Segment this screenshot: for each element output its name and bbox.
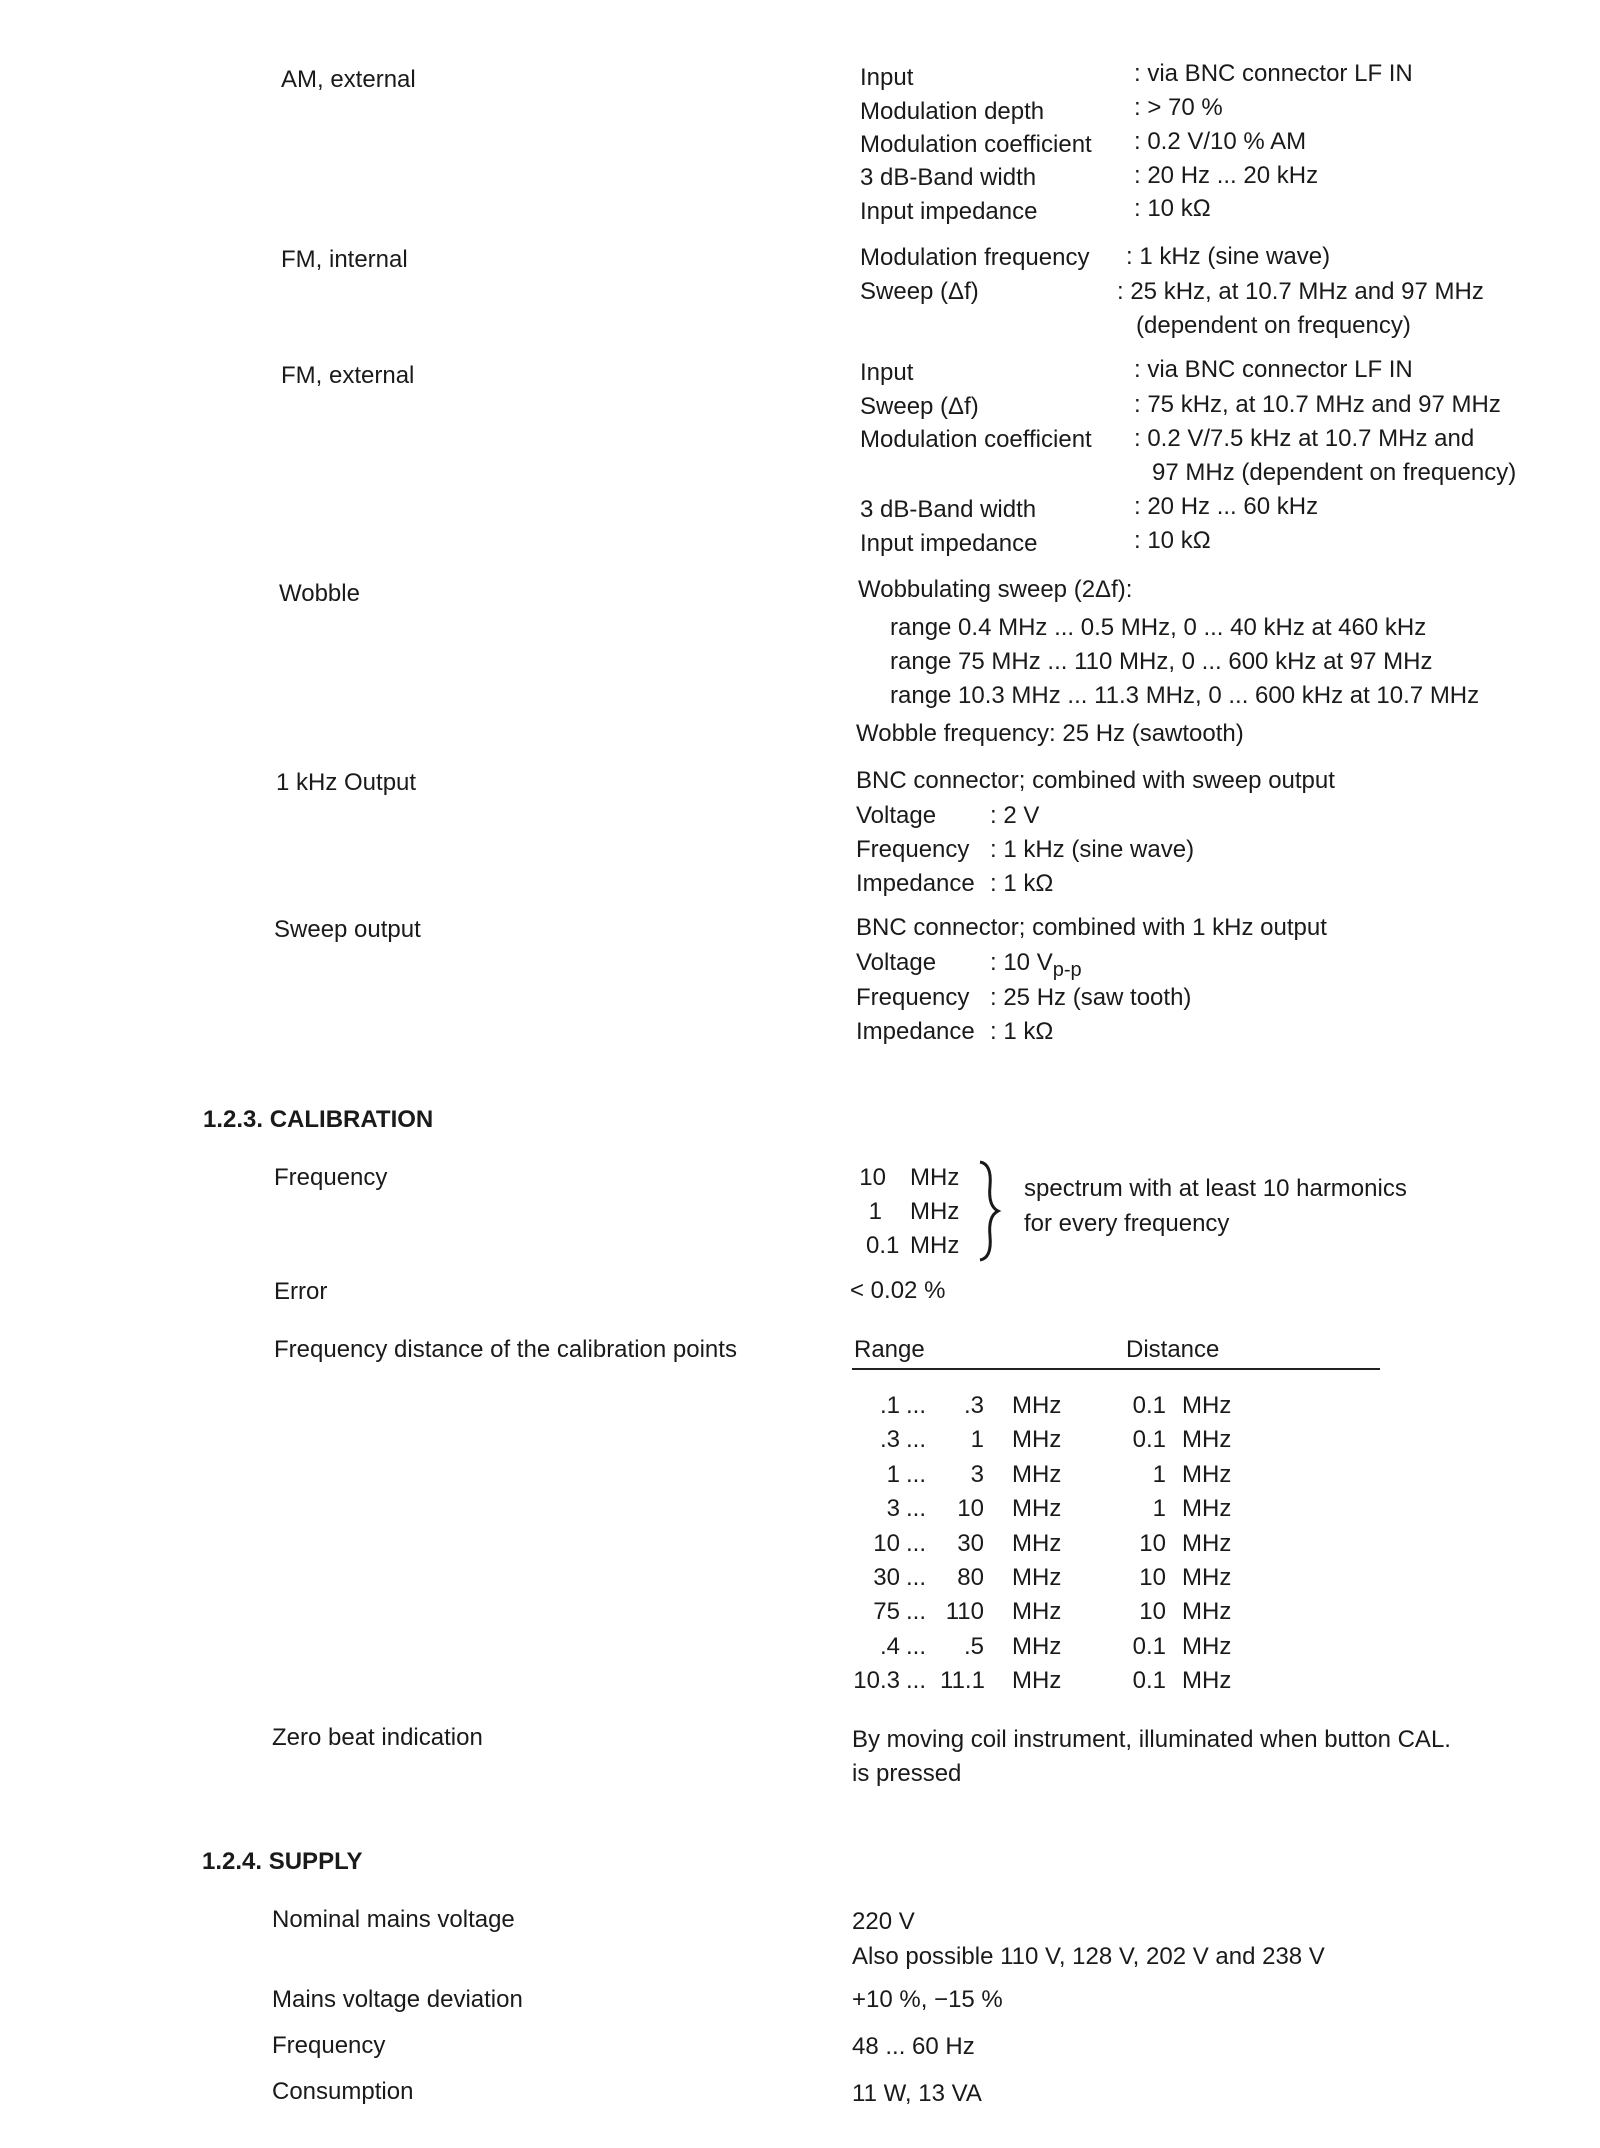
- table-cell-sep: ...: [906, 1633, 927, 1660]
- sweep-voltage-key: Voltage: [856, 949, 937, 976]
- zero-beat-value-1: By moving coil instrument, illuminated when button CAL.: [852, 1726, 1451, 1753]
- table-cell-dunit: MHz: [1182, 1598, 1232, 1625]
- table-cell-sep: ...: [906, 1667, 927, 1694]
- table-cell-unit: MHz: [1012, 1667, 1062, 1694]
- am-input-value: : via BNC connector LF IN: [1134, 60, 1413, 87]
- table-cell-dist: 10: [1139, 1564, 1166, 1591]
- am-depth-key: Modulation depth: [860, 98, 1045, 125]
- table-cell-unit: MHz: [1012, 1495, 1062, 1522]
- wobble-range-3: range 10.3 MHz ... 11.3 MHz, 0 ... 600 kHz at 10.7 MHz: [890, 682, 1480, 709]
- table-cell-sep: ...: [906, 1392, 927, 1419]
- table-cell-sep: ...: [906, 1426, 927, 1453]
- zero-beat-value-2: is pressed: [852, 1760, 962, 1787]
- khz-impedance-value: : 1 kΩ: [990, 870, 1054, 897]
- table-cell-dist: 0.1: [1132, 1426, 1166, 1453]
- table-cell-to: 11.1: [940, 1667, 985, 1694]
- table-cell-dist: 1: [1152, 1461, 1166, 1488]
- table-cell-dist: 0.1: [1132, 1633, 1166, 1660]
- wobble-intro: Wobbulating sweep (2Δf):: [858, 576, 1133, 603]
- cal-table-header-range: Range: [854, 1336, 925, 1363]
- cal-freq-num-1: 10: [859, 1164, 886, 1191]
- supply-nominal-label: Nominal mains voltage: [272, 1906, 515, 1933]
- fm-ext-input-value: : via BNC connector LF IN: [1134, 356, 1413, 383]
- table-cell-to: .3: [963, 1392, 984, 1419]
- supply-consumption-label: Consumption: [272, 2078, 414, 2105]
- table-cell-dunit: MHz: [1182, 1495, 1232, 1522]
- fm-ext-bw-key: 3 dB-Band width: [860, 496, 1037, 523]
- sweep-output-intro: BNC connector; combined with 1 kHz output: [856, 914, 1327, 941]
- fm-int-sweep-key: Sweep (Δf): [860, 278, 979, 305]
- table-cell-dunit: MHz: [1182, 1564, 1232, 1591]
- table-cell-sep: ...: [906, 1598, 927, 1625]
- fm-int-sweep-value: : 25 kHz, at 10.7 MHz and 97 MHz: [1117, 278, 1484, 305]
- fm-int-note: (dependent on frequency): [1136, 312, 1411, 339]
- table-cell-to: .5: [963, 1633, 984, 1660]
- am-coef-key: Modulation coefficient: [860, 131, 1092, 158]
- fm-ext-sweep-key: Sweep (Δf): [860, 393, 979, 420]
- cal-spectrum-note-1: spectrum with at least 10 harmonics: [1024, 1175, 1407, 1202]
- am-imp-key: Input impedance: [860, 198, 1038, 225]
- fm-ext-coef-cont: 97 MHz (dependent on frequency): [1152, 459, 1517, 486]
- fm-ext-imp-key: Input impedance: [860, 530, 1038, 557]
- wobble-label: Wobble: [279, 580, 360, 607]
- table-cell-from: .3: [879, 1426, 900, 1453]
- supply-frequency-value: 48 ... 60 Hz: [852, 2033, 975, 2060]
- table-cell-unit: MHz: [1012, 1564, 1062, 1591]
- wobble-range-1: range 0.4 MHz ... 0.5 MHz, 0 ... 40 kHz at 460 kHz: [890, 614, 1427, 641]
- cal-spectrum-note-2: for every frequency: [1024, 1210, 1230, 1237]
- table-cell-from: .1: [879, 1392, 900, 1419]
- table-cell-dist: 10: [1139, 1530, 1166, 1557]
- fm-int-modfreq-value: : 1 kHz (sine wave): [1126, 243, 1331, 270]
- table-cell-dunit: MHz: [1182, 1392, 1232, 1419]
- cal-freq-num-2: 1: [868, 1198, 882, 1225]
- table-cell-unit: MHz: [1012, 1598, 1062, 1625]
- table-cell-sep: ...: [906, 1530, 927, 1557]
- table-cell-sep: ...: [906, 1564, 927, 1591]
- fm-ext-coef-value: : 0.2 V/7.5 kHz at 10.7 MHz and: [1134, 425, 1475, 452]
- table-cell-dunit: MHz: [1182, 1667, 1232, 1694]
- fm-ext-input-key: Input: [860, 359, 914, 386]
- table-cell-to: 10: [957, 1495, 984, 1522]
- table-cell-from: 30: [873, 1564, 900, 1591]
- calibration-heading: 1.2.3. CALIBRATION: [203, 1106, 434, 1133]
- table-cell-dist: 10: [1139, 1598, 1166, 1625]
- fm-external-label: FM, external: [281, 362, 415, 389]
- am-coef-value: : 0.2 V/10 % AM: [1134, 128, 1307, 155]
- fm-int-modfreq-key: Modulation frequency: [860, 244, 1090, 271]
- sweep-impedance-key: Impedance: [856, 1018, 975, 1045]
- cal-frequency-label: Frequency: [274, 1164, 388, 1191]
- khz-output-intro: BNC connector; combined with sweep output: [856, 767, 1335, 794]
- fm-internal-label: FM, internal: [281, 246, 408, 273]
- am-input-key: Input: [860, 64, 914, 91]
- sweep-voltage-value: : 10 $V_{p-p}$: [990, 949, 1082, 981]
- khz-voltage-key: Voltage: [856, 802, 937, 829]
- table-cell-sep: ...: [906, 1495, 927, 1522]
- table-cell-from: 10: [873, 1530, 900, 1557]
- fm-ext-bw-value: : 20 Hz ... 60 kHz: [1134, 493, 1319, 520]
- am-imp-value: : 10 kΩ: [1134, 195, 1211, 222]
- sweep-output-label: Sweep output: [274, 916, 421, 943]
- supply-nominal-value: 220 V: [852, 1908, 915, 1935]
- table-cell-to: 110: [945, 1598, 984, 1625]
- supply-also-possible: Also possible 110 V, 128 V, 202 V and 238 V: [852, 1943, 1325, 1970]
- wobble-frequency: Wobble frequency: 25 Hz (sawtooth): [856, 720, 1244, 747]
- supply-deviation-value: +10 %, −15 %: [852, 1986, 1003, 2013]
- sweep-voltage-sub: p-p: [1052, 959, 1082, 981]
- table-cell-from: 3: [886, 1495, 900, 1522]
- am-depth-value: : > 70 %: [1134, 94, 1223, 121]
- cal-distance-label: Frequency distance of the calibration points: [274, 1336, 737, 1363]
- supply-frequency-label: Frequency: [272, 2032, 386, 2059]
- fm-ext-imp-value: : 10 kΩ: [1134, 527, 1211, 554]
- cal-brace-icon: [976, 1158, 1004, 1264]
- am-external-label: AM, external: [281, 66, 416, 93]
- table-cell-dunit: MHz: [1182, 1633, 1232, 1660]
- fm-ext-sweep-value: : 75 kHz, at 10.7 MHz and 97 MHz: [1134, 391, 1501, 418]
- table-cell-unit: MHz: [1012, 1633, 1062, 1660]
- cal-error-label: Error: [274, 1278, 328, 1305]
- table-cell-unit: MHz: [1012, 1392, 1062, 1419]
- wobble-range-2: range 75 MHz ... 110 MHz, 0 ... 600 kHz at 97 MHz: [890, 648, 1433, 675]
- table-cell-unit: MHz: [1012, 1530, 1062, 1557]
- table-cell-dist: 1: [1152, 1495, 1166, 1522]
- sweep-frequency-key: Frequency: [856, 984, 970, 1011]
- supply-deviation-label: Mains voltage deviation: [272, 1986, 523, 2013]
- khz-output-label: 1 kHz Output: [276, 769, 417, 796]
- table-cell-to: 1: [970, 1426, 984, 1453]
- table-cell-dist: 0.1: [1132, 1392, 1166, 1419]
- table-cell-from: 10.3: [853, 1667, 900, 1694]
- table-cell-unit: MHz: [1012, 1426, 1062, 1453]
- cal-freq-unit-2: MHz: [910, 1198, 960, 1225]
- table-cell-dist: 0.1: [1132, 1667, 1166, 1694]
- table-cell-to: 3: [970, 1461, 984, 1488]
- table-cell-unit: MHz: [1012, 1461, 1062, 1488]
- table-cell-from: 1: [886, 1461, 900, 1488]
- table-cell-dunit: MHz: [1182, 1530, 1232, 1557]
- supply-consumption-value: 11 W, 13 VA: [852, 2080, 982, 2107]
- table-cell-from: .4: [879, 1633, 900, 1660]
- zero-beat-label: Zero beat indication: [272, 1724, 483, 1751]
- cal-freq-unit-1: MHz: [910, 1164, 960, 1191]
- khz-frequency-value: : 1 kHz (sine wave): [990, 836, 1195, 863]
- cal-table-header-distance: Distance: [1126, 1336, 1220, 1363]
- sweep-frequency-value: : 25 Hz (saw tooth): [990, 984, 1192, 1011]
- supply-heading: 1.2.4. SUPPLY: [202, 1848, 363, 1875]
- table-cell-sep: ...: [906, 1461, 927, 1488]
- table-cell-from: 75: [873, 1598, 900, 1625]
- cal-freq-num-3: 0.1: [866, 1232, 900, 1259]
- am-bw-value: : 20 Hz ... 20 kHz: [1134, 162, 1319, 189]
- am-bw-key: 3 dB-Band width: [860, 164, 1037, 191]
- fm-ext-coef-key: Modulation coefficient: [860, 426, 1092, 453]
- cal-table-rule: [852, 1368, 1380, 1370]
- cal-error-value: < 0.02 %: [850, 1277, 946, 1304]
- table-cell-to: 80: [957, 1564, 984, 1591]
- table-cell-dunit: MHz: [1182, 1461, 1232, 1488]
- table-cell-to: 30: [957, 1530, 984, 1557]
- sweep-impedance-value: : 1 kΩ: [990, 1018, 1054, 1045]
- cal-freq-unit-3: MHz: [910, 1232, 960, 1259]
- table-cell-dunit: MHz: [1182, 1426, 1232, 1453]
- khz-frequency-key: Frequency: [856, 836, 970, 863]
- khz-impedance-key: Impedance: [856, 870, 975, 897]
- khz-voltage-value: : 2 V: [990, 802, 1040, 829]
